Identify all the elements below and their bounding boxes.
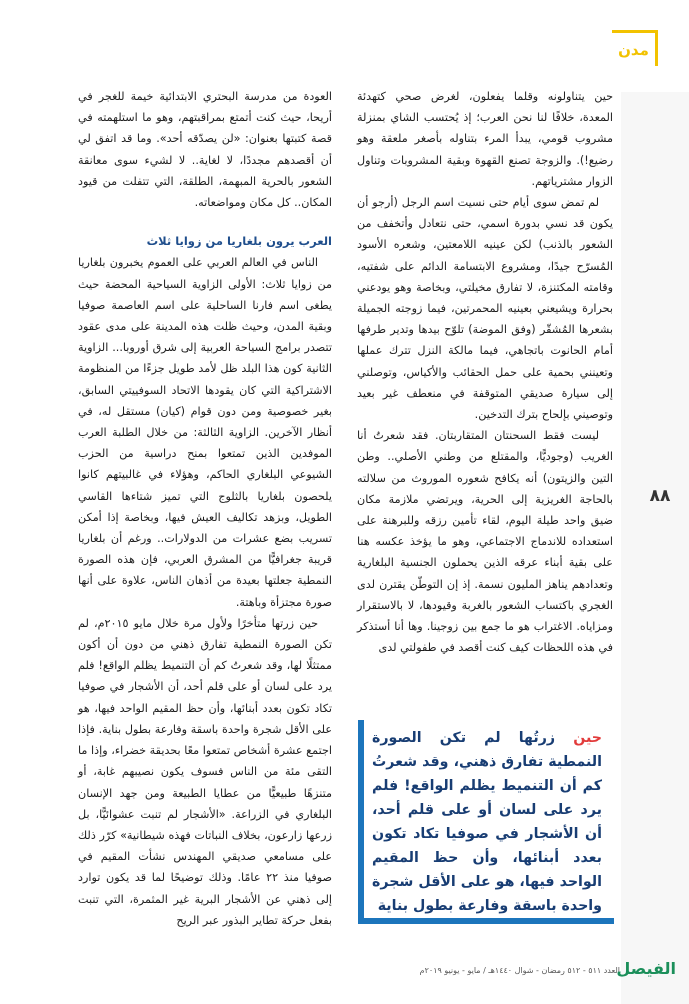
article-column-right bbox=[357, 86, 613, 658]
paragraph: حين زرتها متأخرًا ولأول مرة خلال مايو ٢٠١٥م، لم تكن الصورة النمطية تفارق ذهني من دون أن أكون ممتثلًا لها، وقد شعرتُ كم أن التنميط يظلم الواقع! فلم يرد على لسان أو على قلم أحد، أن الأشجار في صوفيا تكاد تكون بعدد أبنائها، وأن حظ المقيم الواحد فيها، هو على الأقل شجرة واحدة باسقة وفارعة بطول بناية. فإذا اجتمع عشرة أشخاص تمتعوا معًا بحديقة خضراء، وإذا ما التقى مئة من الناس فسوف يكون نصيبهم غابة، أو متنزهًا طبيعيًّا من عطايا الطبيعة ومن جهد الإنسان البلغاري في الزراعة. «الأشجار لم تنبت عشوائيًّا، بل زرعها زارعون، بخلاف النباتات فهذه شيطانية» كرّر ذلك على مسامعي صديقي المهندس نشأت المقيم في صوفيا منذ ٢٢ عامًا. وذلك توضيحًا لما قد يكون توارد إلى ذهني عن الأشجار البرية غير المثمرة، التي تنبت بفعل حركة تطاير البذور عبر الريح bbox=[78, 616, 333, 927]
margin-band bbox=[616, 92, 689, 1004]
magazine-logo: الفيصل bbox=[616, 959, 676, 978]
paragraph: ليست فقط السحنتان المتقاربتان. فقد شعرتُ أنا الغريب (وجوديًّا، والمقتلع من وطني الأصلي.. وطن التين والزيتون) أنه يكافح شعوره الموروث من سلالته بالحاجة الغريزية إلى الحرية، ويرتضي ملازمة مكان ضيق واحد طيلة اليوم، لقاء تأمين رزقه وللبرهنة على استعداده للاندماج الاجتماعي، وهو ما يؤخذ عكسه هنا على بقية أبناء عرقه الذين يحملون الجنسية البلغارية وتعدادهم يناهز المليون نسمة. إذ إن التوطّن يقترن لدى الغجري باكتساب الشعور بالغربة وقيودها، لا بالاستقرار ومزاياه. الاغتراب هو ما جمع بين زوجينا. وها أنا أستذكر في هذه اللحظات كيف كنت أقصد في طفولتي لدى bbox=[357, 429, 613, 655]
subheading: العرب يرون بلغاريا من زوايا ثلاث bbox=[146, 234, 332, 249]
page-number: ٨٨ bbox=[649, 486, 671, 506]
pull-quote-text: زرتُها لم تكن الصورة النمطية تفارق ذهني، وقد شعرتُ كم أن التنميط يظلم الواقع! فلم يرد على لسان أو على قلم أحد، أن الأشجار في صوفيا تكاد تكون بعدد أبنائها، وأن حظ المقيم الواحد فيها، هو على الأقل شجرة واحدة باسقة وفارعة بطول بناية bbox=[372, 730, 602, 914]
section-label: مدن bbox=[612, 30, 658, 66]
paragraph: العودة من مدرسة البحتري الابتدائية خيمة للغجر في أريحا، حيث كنت أتمتع بمراقبتهم، وهو ما استلهمته في قصة كتبتها بعنوان: «لن يصدّقه أحد». وما قد اتفق لي أن أقصدهم مجددًا، لا لغاية.. لا لشيء سوى معانقة الشعور بالحرية المبهمة، الطلقة، التي تتفلت من قيود المكان.. كل مكان ومواضعاته. bbox=[78, 90, 332, 210]
pull-quote-lead: حين bbox=[573, 730, 602, 746]
issue-footer: العدد ٥١١ - ٥١٢ رمضان - شوال ١٤٤٠هـ / مايو - يونيو ٢٠١٩م bbox=[419, 966, 620, 975]
pull-quote bbox=[358, 720, 614, 924]
article-column-left bbox=[78, 86, 332, 931]
paragraph: الناس في العالم العربي على العموم يخبرون بلغاريا من زوايا ثلاث: الأولى الزاوية السياحية المحضة حيث يطغى اسم فارنا الساحلية على اسم العاصمة صوفيا وبقية المدن، وحيث ظلت هذه المدينة على مدى عقود تتصدر برامج السياحة العربية إلى شرق أوروبا... الزاوية الثانية كون هذا البلد ظل لأمد طويل جزءًا من المنظومة الاشتراكية التي كان يقودها الاتحاد السوفييتي السابق، بغير خصوصية ومن دون قوام (كيان) مستقل له، في أنظار الآخرين. الزاوية الثالثة: من خلال الطلبة العرب الموفدين الذين تمتعوا بمنح دراسية من الحزب الشيوعي البلغاري الحاكم، وهؤلاء في غالبيتهم كانوا يلحصون بلغاريا بالثلوج التي تميز شتاءها القاسي الطويل، وبزهد تكاليف العيش فيها، وبخاصة إذا أمكن تسريب بضع عشرات من الدولارات.. ورغم أن بلغاريا قريبة جغرافيًّا من المشرق العربي، فإن هذه الصورة النمطية جعلتها بعيدة من أذهان الناس، علاوة على أنها صورة مجتزأة وباهتة. bbox=[78, 256, 332, 609]
paragraph: حين يتناولونه وقلما يفعلون، لغرض صحي كتهدئة المعدة، خلافًا لنا نحن العرب؛ إذ يُحتسب الشاي بمنزلة مشروب قومي، يبدأ المرء بتناوله بأصغر ملعقة وهو رضيع!). والزوجة تصنع القهوة وبقية المشروبات وتناول الزوار مشترياتهم. bbox=[357, 90, 613, 188]
paragraph: لم تمض سوى أيام حتى نسيت اسم الرجل (أرجو أن يكون قد نسي بدورة اسمي، حتى نتعادل وأتخفف من الشعور بالذنب) لكن عينيه اللامعتين، وشعره الأسود المُسرّح جيدًا، ومشروع الابتسامة الدائم على شفتيه، وقامته المكتنزة، لا تفارق مخيلتي، وبخاصة وهو يودعني بحرارة ويشيعني بعينيه المحمرتين، فيما زوجته الجميلة بشعرها المُشقّر (وفق الموضة) تلوّح بيدها وتدير طرفها أمام الحانوت باتجاهي، فيما مالكة النزل تترك عملها وتعينني بحمية على حمل الحقائب والأكياس، وتوصلني إلى سيارة صديقي المتوقفة في منعطف غير بعيد وتوصيني بإلحاح بترك التدخين. bbox=[357, 196, 613, 422]
